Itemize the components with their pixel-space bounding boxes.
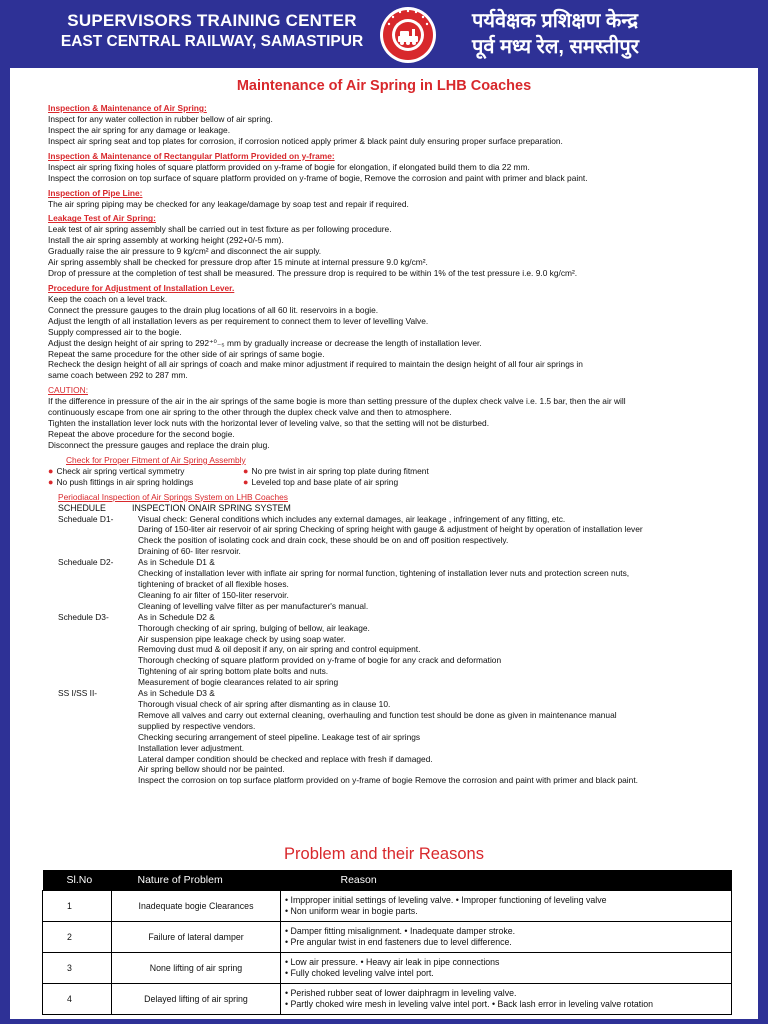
schedule-line: Installation lever adjustment. xyxy=(138,742,245,753)
section-line: Repeat the above procedure for the second bogie. xyxy=(48,428,235,439)
section-line: Leak test of air spring assembly shall be carried out in test fixture as per following procedure. xyxy=(48,224,392,235)
section-fitment xyxy=(48,455,758,488)
bullet-icon: ● xyxy=(48,465,54,476)
row-nature: None lifting of air spring xyxy=(112,953,281,984)
section-line: The air spring piping may be checked for any leakage/damage by soap test and repair if required. xyxy=(48,198,409,209)
schedule-label: SS I/SS II- xyxy=(58,688,98,699)
schedule-line: Inspect the corrosion on top surface platform provided on y-frame of bogie Remove the corrosion and paint with primer and black paint. xyxy=(138,775,638,786)
schedule-ss xyxy=(48,688,758,786)
fitment-item xyxy=(243,466,543,477)
schedule-line: tightening of bracket of all flexible hoses. xyxy=(138,579,289,589)
problems-title: Problem and their Reasons xyxy=(284,845,484,863)
schedule-line: Air spring bellow should nor be painted. xyxy=(138,764,285,775)
schedule-line: supplied by respective vendors. xyxy=(138,720,256,731)
schedule-line: As in Schedule D1 & xyxy=(138,557,215,568)
bullet-icon: ● xyxy=(243,465,249,476)
english-heading-line2: EAST CENTRAL RAILWAY, SAMASTIPUR xyxy=(60,33,364,50)
row-reasons xyxy=(281,984,732,1015)
section-heading: Inspection & Maintenance of Air Spring: xyxy=(48,103,207,113)
caution-heading: CAUTION: xyxy=(48,385,89,396)
schedule-line: Checking of installation lever with inflate air spring for normal function, tightening of installation lever nuts and protection screen nuts, xyxy=(138,568,630,579)
column-header-nature: Nature of Problem xyxy=(112,870,281,891)
row-nature: Inadequate bogie Clearances xyxy=(112,891,281,922)
section-line: Inspect the air spring for any damage or leakage. xyxy=(48,124,231,135)
section-line: Supply compressed air to the bogie. xyxy=(48,326,182,337)
row-number: 4 xyxy=(43,984,112,1015)
reason-line: • Perished rubber seat of lower daiphragm in leveling valve. xyxy=(285,988,517,998)
schedule-line: As in Schedule D2 & xyxy=(138,611,215,622)
hindi-heading-line1: पर्यवेक्षक प्रशिक्षण केन्द्र xyxy=(472,10,639,32)
schedule-line: Thorough visual check of air spring after dismanting as in clause 10. xyxy=(138,698,391,709)
schedule-line: Cleaning of levelling valve filter as per manufacturer's manual. xyxy=(138,600,369,611)
schedule-line: Removing dust mud & oil deposit if any, on air spring and control equipment. xyxy=(138,644,421,655)
fitment-item xyxy=(243,477,543,488)
section-installation-lever xyxy=(48,283,758,381)
bullet-icon: ● xyxy=(243,476,249,487)
schedule-d1 xyxy=(48,514,758,558)
section-heading: Inspection of Pipe Line: xyxy=(48,187,143,198)
reason-line: • Pre angular twist in end fasteners due to level difference. xyxy=(285,937,512,947)
reason-line: • Low air pressure. • Heavy air leak in pipe connections xyxy=(285,957,500,967)
schedule-lines xyxy=(138,557,758,612)
schedule-label: Scheduale D2- xyxy=(58,557,114,568)
schedule-line: As in Schedule D3 & xyxy=(138,688,215,699)
table-row xyxy=(43,953,732,984)
bullet-icon: ● xyxy=(48,476,54,487)
row-nature: Delayed lifting of air spring xyxy=(112,984,281,1015)
fitment-item-text: No push fittings in air spring holdings xyxy=(56,476,194,487)
section-line: Repeat the same procedure for the other side of air springs of same bogie. xyxy=(48,348,325,359)
column-header-no: Sl.No xyxy=(43,870,112,891)
schedule-label: Scheduale D1- xyxy=(58,513,114,524)
schedule-line: Measurement of bogie clearances related to air spring xyxy=(138,677,339,688)
fitment-item xyxy=(48,466,243,477)
reason-line: • Impproper initial settings of leveling valve. • Improper functioning of leveling valve xyxy=(285,895,607,905)
problems-table xyxy=(42,870,732,1015)
fitment-item-text: Leveled top and base plate of air spring xyxy=(251,476,399,487)
fitment-list xyxy=(48,466,758,488)
schedule-label: Schedule D3- xyxy=(58,611,109,622)
table-header-row xyxy=(43,870,732,891)
section-line: Keep the coach on a level track. xyxy=(48,293,168,304)
fitment-item-text: No pre twist in air spring top plate during fitment xyxy=(251,465,429,476)
schedule-line: Check the position of isolating cock and drain cock, these should be on and off position respectively. xyxy=(138,535,509,546)
section-heading: Inspection & Maintenance of Rectangular Platform Provided on y-frame: xyxy=(48,150,335,161)
periodical-heading: Periodiacal Inspection of Air Springs System on LHB Coaches xyxy=(58,491,288,502)
row-reasons xyxy=(281,953,732,984)
section-line: If the difference in pressure of the air in the air springs of the same bogie is more than setting pressure of the duplex check valve i.e. 1.5 bar, then the air will xyxy=(48,396,626,407)
fitment-item xyxy=(48,477,243,488)
row-number: 3 xyxy=(43,953,112,984)
section-line: Inspect air spring fixing holes of square platform provided on y-frame of bogie for elongation, if elongated build them to dia 22 mm. xyxy=(48,161,530,172)
section-periodical xyxy=(48,492,758,787)
schedule-line: Lateral damper condition should be checked and replace with fresh if damaged. xyxy=(138,753,433,764)
section-line: Air spring assembly shall be checked for pressure drop after 15 minute at internal pressure 9.0 kg/cm². xyxy=(48,257,428,268)
section-caution xyxy=(48,385,758,451)
schedule-line: Thorough checking of square platform provided on y-frame of bogie for any crack and deformation xyxy=(138,655,502,666)
schedule-header xyxy=(48,503,758,514)
schedule-line: Air suspension pipe leakage check by using soap water. xyxy=(138,633,346,644)
section-line: Adjust the design height of air spring to 292⁺⁰₋₅ mm by gradually increase or decrease the length of installation lever. xyxy=(48,337,482,348)
table-row xyxy=(43,984,732,1015)
hindi-heading xyxy=(472,8,742,60)
section-line: Disconnect the pressure gauges and replace the drain plug. xyxy=(48,439,270,450)
section-line: Inspect for any water collection in rubber bellow of air spring. xyxy=(48,114,273,124)
section-line: Recheck the design height of all air springs of coach and make minor adjustment if required to maintain the design height of all four air springs in xyxy=(48,359,583,370)
column-header-reason: Reason xyxy=(281,870,732,891)
row-reasons xyxy=(281,922,732,953)
row-number: 2 xyxy=(43,922,112,953)
section-platform xyxy=(48,151,758,184)
section-line: continuously escape from one air spring to the other through the duplex check valve and then to atmosphere. xyxy=(48,407,452,418)
header-band xyxy=(10,0,758,68)
english-heading-line1: SUPERVISORS TRAINING CENTER xyxy=(67,11,357,30)
inspection-column-label: INSPECTION ONAIR SPRING SYSTEM xyxy=(132,502,291,513)
schedule-lines xyxy=(138,514,758,558)
english-heading xyxy=(52,10,372,52)
section-line: Connect the pressure gauges to the drain plug locations of all 60 lit. reservoirs in a bogie. xyxy=(48,304,379,315)
schedule-d2 xyxy=(48,557,758,612)
fitment-heading: Check for Proper Fitment of Air Spring Assembly xyxy=(66,454,246,465)
schedule-line: Tightening of air spring bottom plate bolts and nuts. xyxy=(138,666,329,677)
section-pipe-line xyxy=(48,188,758,210)
section-line: Drop of pressure at the completion of test shall be measured. The pressure drop is required to be within 1% of the test pressure i.e. 9.0 kg/cm². xyxy=(48,268,578,279)
table-row xyxy=(43,891,732,922)
reason-line: • Non uniform wear in bogie parts. xyxy=(285,906,418,916)
schedule-d3 xyxy=(48,612,758,688)
section-line: Install the air spring assembly at working height (292+0/-5 mm). xyxy=(48,235,284,246)
schedule-lines xyxy=(138,612,758,688)
section-line: Adjust the length of all installation levers as per requirement to connect them to lever of levelling Valve. xyxy=(48,315,429,326)
schedule-line: Thorough checking of air spring, bulging of bellow, air leakage. xyxy=(138,622,370,633)
schedule-line: Checking securing arrangement of steel pipeline. Leakage test of air springs xyxy=(138,731,421,742)
section-line: Tighten the installation lever lock nuts with the horizontal lever of leveling valve, so that the setting will not be disturbed. xyxy=(48,418,490,429)
schedule-line: Daring of 150-liter air reservoir of air spring Checking of spring height with gauge & adjustment of height by operation of installation lever xyxy=(138,524,643,535)
reason-line: • Damper fitting misalignment. • Inadequate damper stroke. xyxy=(285,926,516,936)
indian-railways-logo xyxy=(379,6,437,64)
fitment-item-text: Check air spring vertical symmetry xyxy=(56,465,185,476)
row-number: 1 xyxy=(43,891,112,922)
section-line: Inspect the corrosion on top surface of square platform provided on y-frame of bogie, Remove the corrosion and paint with primer and black paint. xyxy=(48,172,588,183)
section-leakage-test xyxy=(48,213,758,279)
reason-line: • Fully choked leveling valve intel port. xyxy=(285,968,434,978)
reason-line: • Partly choked wire mesh in leveling valve intel port. • Back lash error in leveling valve rotation xyxy=(285,999,653,1009)
schedule-column-label: SCHEDULE xyxy=(58,502,106,513)
schedule-line: Draining of 60- liter resrvoir. xyxy=(138,546,241,557)
section-line: Inspect air spring seat and top plates for corrosion, if corrosion noticed apply primer & black paint duly ensuring proper surface preparation. xyxy=(48,135,563,146)
row-reasons xyxy=(281,891,732,922)
section-line: same coach between 292 to 287 mm. xyxy=(48,370,188,381)
schedule-line: Remove all valves and carry out external cleaning, overhauling and function test should be done as given in maintenance manual xyxy=(138,709,617,720)
hindi-heading-line2: पूर्व मध्य रेल, समस्तीपुर xyxy=(472,36,639,58)
schedule-lines xyxy=(138,688,758,786)
document-title: Maintenance of Air Spring in LHB Coaches xyxy=(236,78,532,94)
schedule-line: Cleaning fo air filter of 150-liter reservoir. xyxy=(138,589,289,600)
section-heading: Leakage Test of Air Spring: xyxy=(48,213,156,224)
row-nature: Failure of lateral damper xyxy=(112,922,281,953)
schedule-line: Visual check: General conditions which includes any external damages, air leakage , infringement of any fitting, etc. xyxy=(138,513,566,524)
section-air-spring xyxy=(48,103,758,147)
table-row xyxy=(43,922,732,953)
section-heading: Procedure for Adjustment of Installation Lever. xyxy=(48,282,235,293)
section-line: Gradually raise the air pressure to 9 kg/cm² and disconnect the air supply. xyxy=(48,246,322,257)
document-body xyxy=(48,103,758,790)
